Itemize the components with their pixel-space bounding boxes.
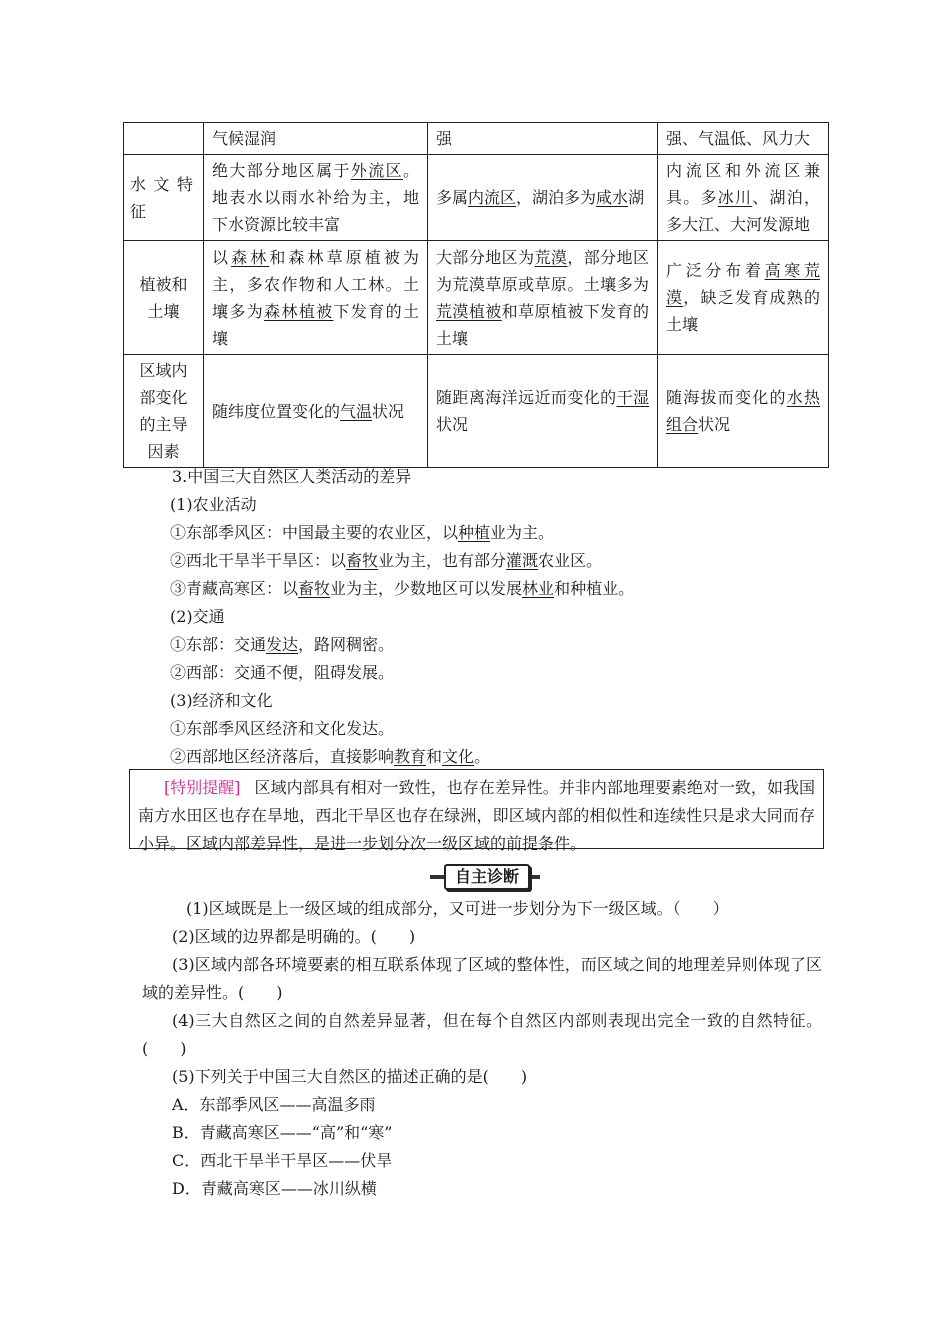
table-row	[124, 355, 829, 468]
table-cell: 随纬度位置变化的气温状况	[204, 355, 428, 468]
reminder-tag: [特别提醒]	[164, 778, 241, 797]
question-1: (1)区域既是上一级区域的组成部分，又可进一步划分为下一级区域。（ ）	[186, 899, 729, 918]
subsection-title: (1)农业活动	[170, 495, 257, 514]
option-b: B．青藏高寒区——“高”和“寒”	[172, 1123, 393, 1142]
table-cell	[124, 123, 204, 155]
list-item: ②西部地区经济落后，直接影响教育和文化。	[170, 747, 491, 766]
list-item: ②西北干旱半干旱区：以畜牧业为主，也有部分灌溉农业区。	[170, 551, 603, 570]
row-header: 水文特征	[124, 155, 204, 241]
question-4: (4)三大自然区之间的自然差异显著，但在每个自然区内部则表现出完全一致的自然特征。( )	[142, 1011, 822, 1058]
option-d: D．青藏高寒区——冰川纵横	[172, 1179, 377, 1198]
table-cell: 气候湿润	[204, 123, 428, 155]
list-item: ②西部：交通不便，阻碍发展。	[170, 663, 395, 682]
list-item: ①东部季风区经济和文化发达。	[170, 719, 395, 738]
table-cell: 随距离海洋远近而变化的干湿状况	[428, 355, 658, 468]
table-cell: 内流区和外流区兼具。多冰川、湖泊，多大江、大河发源地	[658, 155, 829, 241]
table-row	[124, 155, 829, 241]
row-header: 植被和土壤	[124, 241, 204, 355]
subsection-title: (2)交通	[170, 607, 225, 626]
table-cell: 多属内流区，湖泊多为咸水湖	[428, 155, 658, 241]
table-cell: 绝大部分地区属于外流区。地表水以雨水补给为主，地下水资源比较丰富	[204, 155, 428, 241]
table-cell: 大部分地区为荒漠，部分地区为荒漠草原或草原。土壤多为荒漠植被和草原植被下发育的土壤	[428, 241, 658, 355]
table-cell: 强	[428, 123, 658, 155]
list-item: ①东部季风区：中国最主要的农业区，以种植业为主。	[170, 523, 555, 542]
natural-region-table	[123, 122, 829, 468]
row-header: 区域内部变化的主导因素	[124, 355, 204, 468]
reminder-text: 区域内部具有相对一致性，也存在差异性。并非内部地理要素绝对一致，如我国南方水田区也存在旱地，西北干旱区也存在绿洲，即区域内部的相似性和连续性只是求大同而存小异。区域内部差异性，是进一步划分次一级区域的前提条件。	[138, 778, 815, 853]
table-row	[124, 123, 829, 155]
option-c: C．西北干旱半干旱区——伏旱	[172, 1151, 393, 1170]
table-cell: 随海拔而变化的水热组合状况	[658, 355, 829, 468]
special-reminder-box	[129, 769, 824, 853]
table-row	[124, 241, 829, 355]
subsection-title: (3)经济和文化	[170, 691, 273, 710]
question-3: (3)区域内部各环境要素的相互联系体现了区域的整体性，而区域之间的地理差异则体现了区域的差异性。( )	[142, 955, 822, 1002]
question-2: (2)区域的边界都是明确的。( )	[172, 927, 416, 946]
list-item: ③青藏高寒区：以畜牧业为主，少数地区可以发展林业和种植业。	[170, 579, 635, 598]
question-5: (5)下列关于中国三大自然区的描述正确的是( )	[172, 1067, 528, 1086]
table-cell: 强、气温低、风力大	[658, 123, 829, 155]
table-cell: 广泛分布着高寒荒漠，缺乏发育成熟的土壤	[658, 241, 829, 355]
section-title: 3.中国三大自然区人类活动的差异	[172, 467, 412, 486]
option-a: A．东部季风区——高温多雨	[172, 1095, 376, 1114]
self-diagnosis-banner	[430, 864, 540, 888]
table-cell: 以森林和森林草原植被为主，多农作物和人工林。土壤多为森林植被下发育的土壤	[204, 241, 428, 355]
banner-title: 自主诊断	[444, 864, 530, 890]
list-item: ①东部：交通发达，路网稠密。	[170, 635, 395, 654]
